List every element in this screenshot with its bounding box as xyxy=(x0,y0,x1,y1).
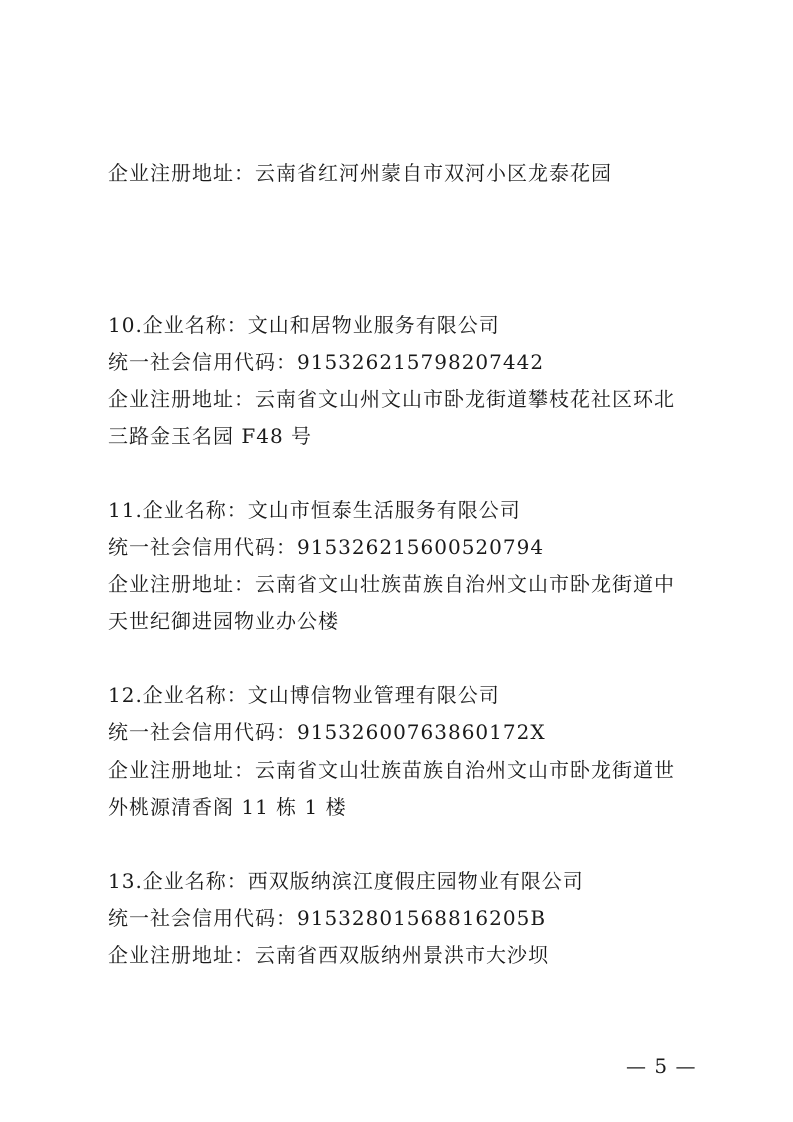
credit-code: 统一社会信用代码：915326215798207442 xyxy=(108,350,545,374)
registered-address-line1: 企业注册地址：云南省文山壮族苗族自治州文山市卧龙街道世 xyxy=(108,758,675,782)
registered-address-line2: 天世纪御进园物业办公楼 xyxy=(108,609,339,633)
registered-address-line2: 三路金玉名园 F48 号 xyxy=(108,424,313,448)
page-number: — 5 — xyxy=(626,1054,697,1078)
credit-code: 统一社会信用代码：915326215600520794 xyxy=(108,535,545,559)
registered-address-line1: 企业注册地址：云南省文山州文山市卧龙街道攀枝花社区环北 xyxy=(108,387,675,411)
prev-entry-address: 企业注册地址：云南省红河州蒙自市双河小区龙泰花园 xyxy=(108,161,612,185)
credit-code: 统一社会信用代码：91532600763860172X xyxy=(108,720,546,744)
company-name: 12.企业名称：文山博信物业管理有限公司 xyxy=(108,683,500,707)
registered-address-line1: 企业注册地址：云南省西双版纳州景洪市大沙坝 xyxy=(108,943,549,967)
company-name: 13.企业名称：西双版纳滨江度假庄园物业有限公司 xyxy=(108,869,584,893)
company-name: 10.企业名称：文山和居物业服务有限公司 xyxy=(108,313,500,337)
registered-address-line2: 外桃源清香阁 11 栋 1 楼 xyxy=(108,795,347,819)
credit-code: 统一社会信用代码：91532801568816205B xyxy=(108,906,547,930)
registered-address-line1: 企业注册地址：云南省文山壮族苗族自治州文山市卧龙街道中 xyxy=(108,572,675,596)
company-name: 11.企业名称：文山市恒泰生活服务有限公司 xyxy=(108,498,521,522)
